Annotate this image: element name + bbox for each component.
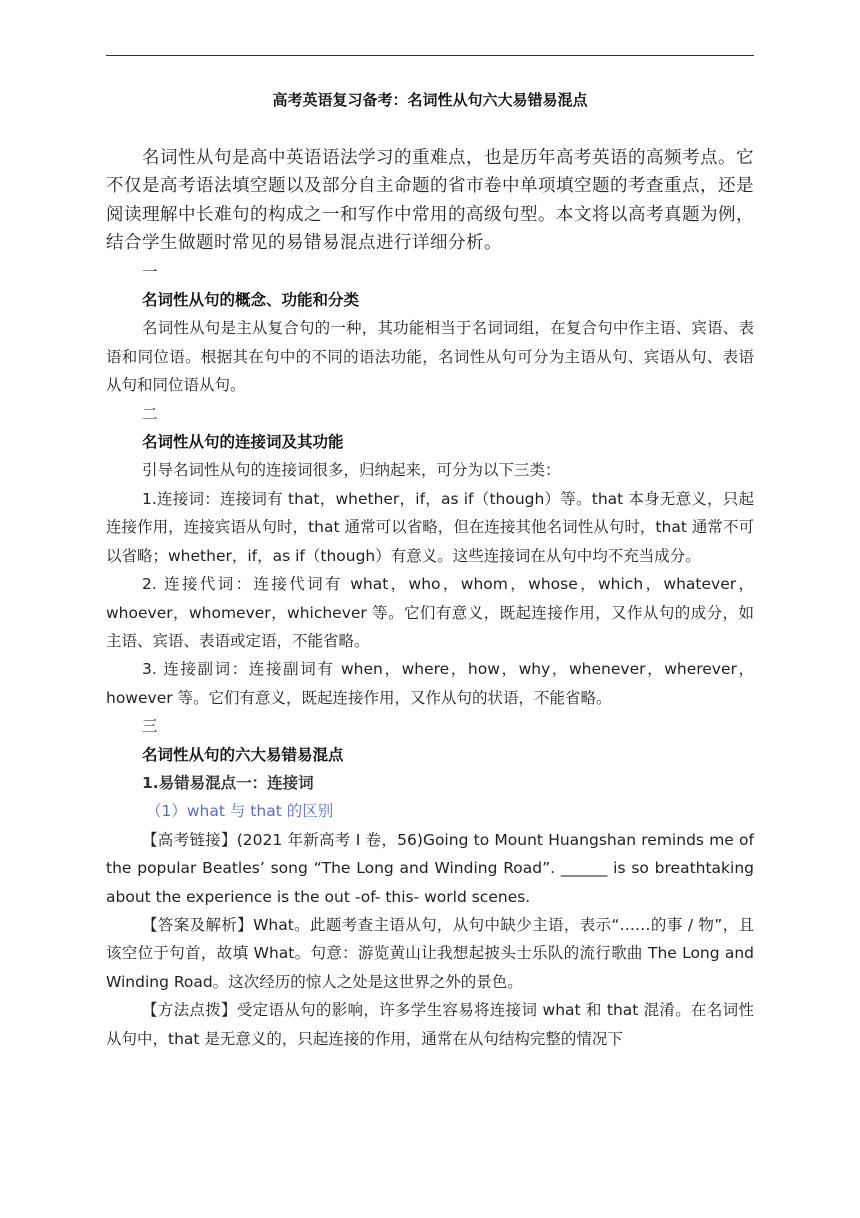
method-label: 【方法点拨】	[142, 1001, 237, 1020]
section-heading-1: 名词性从句的概念、功能和分类	[142, 291, 360, 310]
list-item-conjunctions: 1.连接词：连接词有 that，whether，if，as if（though）等。that 本身无意义，只起连接作用，连接宾语从句时，that 通常可以省略，但在连接其他名词性从句时，that 通常不可以省略；whether，if，as if（though）有意义。这些连接词在从句中均不充当成分。	[106, 489, 754, 565]
header-rule	[106, 55, 754, 56]
section-heading-2: 名词性从句的连接词及其功能	[142, 433, 344, 452]
exam-link-label: 【高考链接】	[142, 830, 237, 849]
document-title: 高考英语复习备考：名词性从句六大易错易混点	[272, 91, 588, 109]
method-paragraph	[106, 996, 754, 1053]
section-lead-2: 引导名词性从句的连接词很多，归纳起来，可分为以下三类：	[142, 461, 561, 480]
section-body-1: 名词性从句是主从复合句的一种，其功能相当于名词词组，在复合句中作主语、宾语、表语和同位语。根据其在句中的不同的语法功能，名词性从句可分为主语从句、宾语从句、表语从句和同位语从句。	[106, 319, 754, 395]
sub-heading-1: 1.易错易混点一：连接词	[142, 773, 314, 792]
method-text: 受定语从句的影响，许多学生容易将连接词 what 和 that 混淆。在名词性从句中，that 是无意义的，只起连接的作用，通常在从句结构完整的情况下	[106, 1001, 754, 1048]
document-body	[106, 84, 754, 1053]
answer-label: 【答案及解析】	[142, 915, 254, 934]
list-item-adverbs: 3. 连接副词：连接副词有 when，where，how，why，whenever，wherever，however 等。它们有意义，既起连接作用，又作从句的状语，不能省略。	[106, 660, 754, 707]
list-item-pronouns: 2. 连接代词：连接代词有 what，who，whom，whose，which，whatever，whoever，whomever，whichever 等。它们有意义，既起连接作用，又作从句的成分，如主语、宾语、表语或定语，不能省略。	[106, 575, 754, 650]
exam-link-text: (2021 年新高考 I 卷，56)Going to Mount Huangshan reminds me of the popular Beatles’ song “The Long and Winding Road”. ______ is so breathtaking about the experience is the out -of- this- world scenes.	[106, 830, 754, 906]
section-number-1: 一	[142, 262, 158, 281]
answer-text: What。此题考查主语从句，从句中缺少主语，表示“……的事 / 物”，且该空位于句首，故填 What。句意：游览黄山让我想起披头士乐队的流行歌曲 The Long and Winding Road。这次经历的惊人之处是这世界之外的景色。	[106, 915, 754, 991]
answer-paragraph	[106, 911, 754, 996]
section-number-3: 三	[142, 717, 158, 736]
sub-item-what-that: （1）what 与 that 的区别	[146, 802, 334, 821]
section-number-2: 二	[142, 404, 158, 423]
section-heading-3: 名词性从句的六大易错易混点	[142, 745, 344, 764]
exam-link-paragraph	[106, 826, 754, 911]
intro-paragraph: 名词性从句是高中英语语法学习的重难点，也是历年高考英语的高频考点。它不仅是高考语法填空题以及部分自主命题的省市卷中单项填空题的考查重点，还是阅读理解中长难句的构成之一和写作中常用的高级句型。本文将以高考真题为例，结合学生做题时常见的易错易混点进行详细分析。	[106, 148, 754, 254]
